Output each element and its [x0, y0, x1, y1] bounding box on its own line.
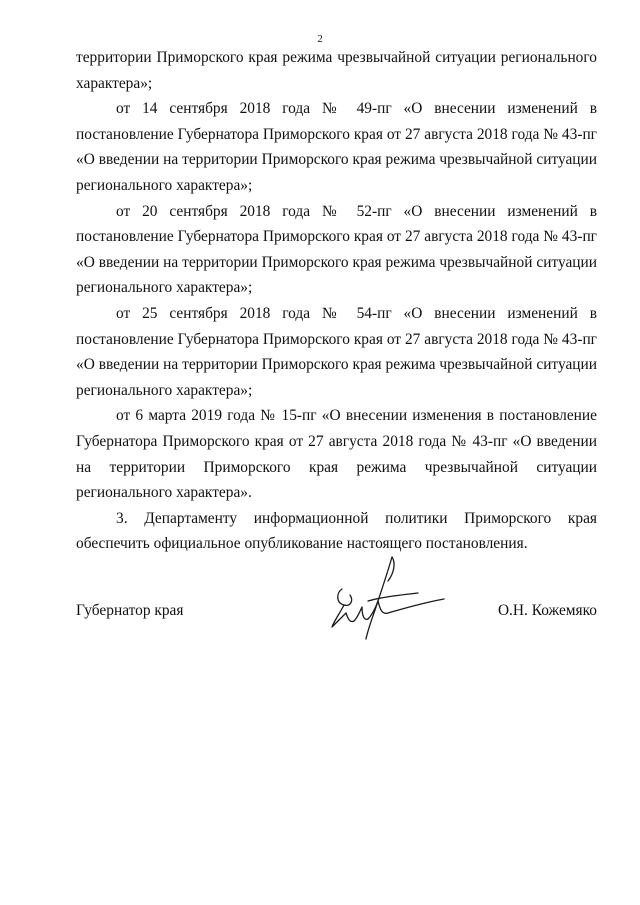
document-body	[76, 45, 597, 557]
paragraph-amendment-52: от 20 сентября 2018 года № 52-пг «О внесении изменений в постановление Губернатора Приморского края от 27 августа 2018 года № 43-пг «О введении на территории Приморского края режима чрезвычайной ситуации регионального характера»;	[76, 202, 597, 297]
signer-name: О.Н. Кожемяко	[497, 602, 597, 619]
page-number: 2	[317, 33, 323, 45]
paragraph-item-3: 3. Департаменту информационной политики Приморского края обеспечить официальное опубликование настоящего постановления.	[76, 509, 597, 553]
paragraph-amendment-49: от 14 сентября 2018 года № 49-пг «О внесении изменений в постановление Губернатора Приморского края от 27 августа 2018 года № 43-пг «О введении на территории Приморского края режима чрезвычайной ситуации регионального характера»;	[76, 100, 597, 194]
paragraph-continuation: территории Приморского края режима чрезвычайной ситуации регионального характера»;	[76, 49, 597, 92]
paragraph-amendment-15: от 6 марта 2019 года № 15-пг «О внесении изменения в постановление Губернатора Приморского края от 27 августа 2018 года № 43-пг «О введении на территории Приморского края режима чрезвычайной ситуации регионального характера».	[76, 407, 597, 502]
signer-title: Губернатор края	[76, 602, 184, 619]
paragraph-amendment-54: от 25 сентября 2018 года № 54-пг «О внесении изменений в постановление Губернатора Приморского края от 27 августа 2018 года № 43-пг «О введении на территории Приморского края режима чрезвычайной ситуации регионального характера»;	[76, 304, 597, 399]
signature-row	[76, 598, 597, 624]
